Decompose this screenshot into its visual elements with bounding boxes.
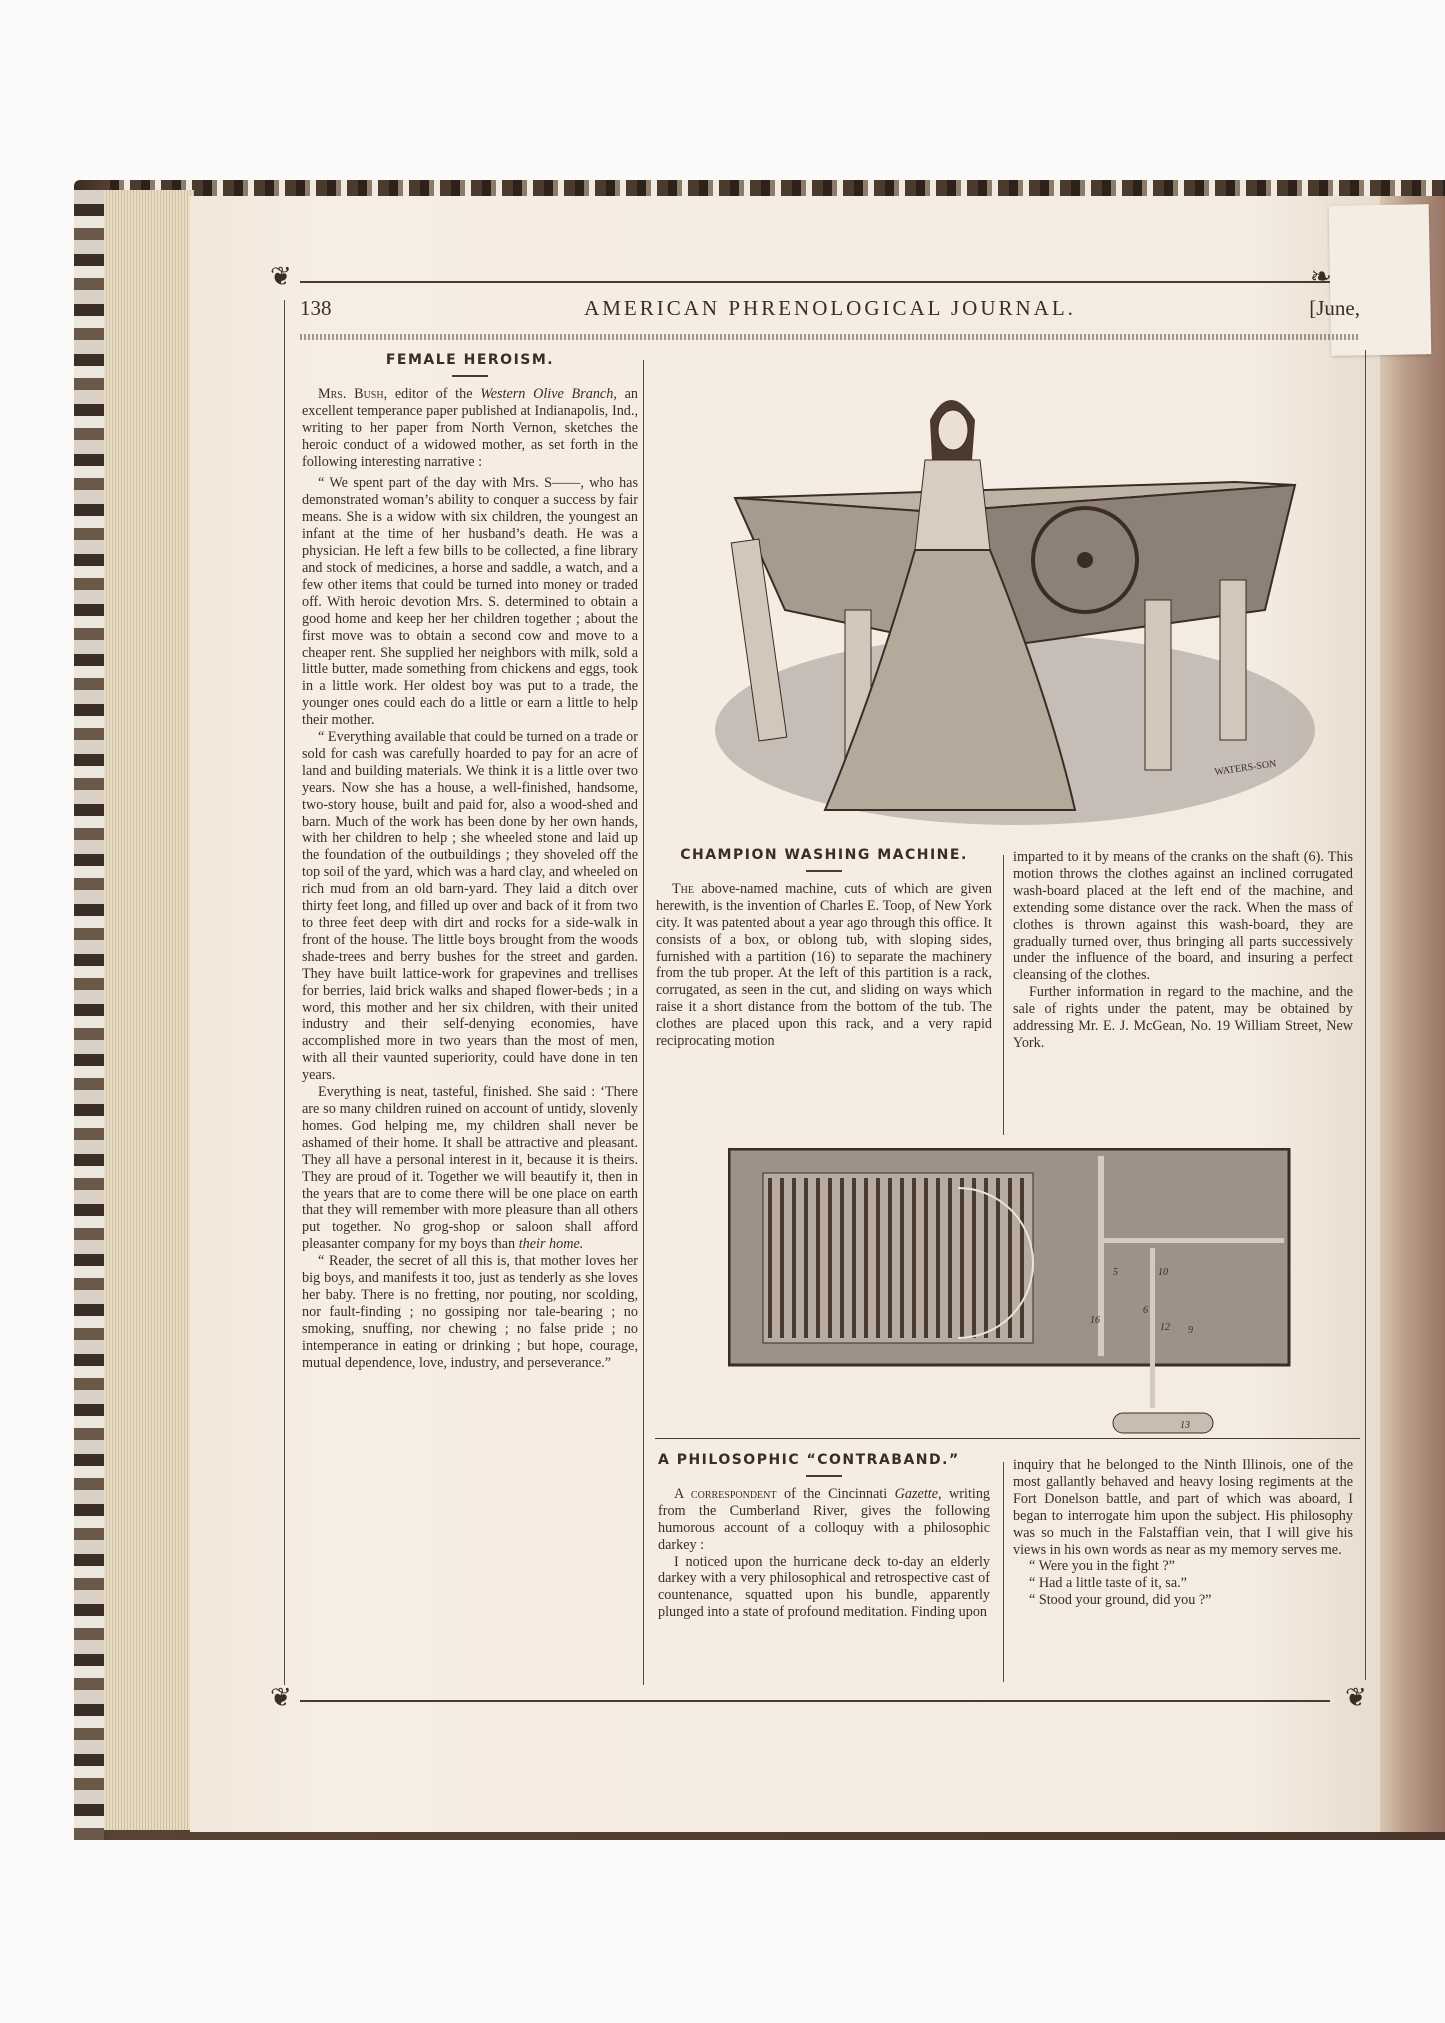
lead-in: A correspondent	[674, 1485, 777, 1502]
article-title: FEMALE HEROISM.	[385, 352, 555, 368]
rack-slat	[1020, 1178, 1024, 1338]
lead-in: The	[672, 880, 694, 897]
facing-page-edge	[1380, 196, 1445, 1832]
dialogue-line: “ Were you in the fight ?”	[1029, 1558, 1175, 1575]
rack-slat	[948, 1178, 952, 1338]
column-divider	[643, 360, 644, 1685]
rack-slat	[792, 1178, 796, 1338]
rack-slat	[924, 1178, 928, 1338]
top-border-rule	[300, 281, 1330, 283]
rack-slat	[888, 1178, 892, 1338]
title-dash	[806, 870, 842, 872]
rack-slat	[936, 1178, 940, 1338]
rack-slat	[804, 1178, 808, 1338]
svg-text:16: 16	[1090, 1315, 1100, 1326]
page-stack-edge	[104, 190, 194, 1830]
title-dash	[806, 1475, 842, 1477]
paragraph	[302, 1084, 638, 1253]
rack-slat	[984, 1178, 988, 1338]
article-contraband-continued	[1013, 1457, 1353, 1609]
rack-slat	[768, 1178, 772, 1338]
paragraph: “ Everything available that could be turned on a trade or sold for cash was carefully hoarded to pay for an acre of land and building materials. We think it is a little over two years. Now she has a house, a well-finished, handsome, two-story house, built and paid for, also a wood-shed and barn. Much of the work has been done by her own hands, with her children to help ; she wheeled stone and laid up the foundation of the outbuildings ; they shoveled off the top soil of the yard, which was a hard clay, and wheeled on rich mud from an old barn-yard. They laid a ditch over thirty feet long, and filled up over and back of it from two to three feet deep with dirt and rocks for a side-walk in front of the house. The little boys brought from the woods shade-trees and berry bushes for the street and garden. They have built lattice-work for grapevines and trellises for berries, laid brick walks and shaped flower-beds ; in a word, this mother and her six children, with their united industry and their self-denying economies, have accomplished more in two years than the most of men, with all their vaunted superiority, could have done in ten years.	[302, 729, 638, 1084]
svg-text:12: 12	[1160, 1322, 1170, 1333]
paragraph: inquiry that he belonged to the Ninth Illinois, one of the most gallantly behaved and heavy losing regiments at the Fort Donelson battle, and part of which was aboard, I began to interrogate him upon the subject. His philosophy was so much in the Falstaffian vein, that I will give his views in his own words as near as my memory serves me.	[1013, 1457, 1353, 1558]
rack-slat	[972, 1178, 976, 1338]
paragraph: I noticed upon the hurricane deck to-day an elderly darkey with a very philosophical and retrospective cast of countenance, squatted upon his bundle, apparently plunged into a state of profound meditation. Finding upon	[658, 1553, 990, 1621]
paragraph	[302, 386, 638, 471]
rack-slat	[900, 1178, 904, 1338]
paragraph	[658, 1486, 990, 1554]
paragraph: imparted to it by means of the cranks on the shaft (6). This motion throws the clothes against an inclined corrugated wash-board placed at the left end of the machine, and extending some distance over the rack. When the mass of clothes is thrown against this wash-board, they are gradually turned over, thus bringing all parts successively under the influence of the board, and insuring a perfect cleansing of the clothes.	[1013, 849, 1353, 984]
emphasis: their home.	[518, 1236, 584, 1253]
svg-text:9: 9	[1188, 1325, 1193, 1336]
paragraph: “ We spent part of the day with Mrs. S——, who has demonstrated woman’s ability to conquer a success by fair means. She is a widow with six children, the youngest an infant at the time of her husband’s death. He was a physician. He left a few bills to be collected, a fine library and stock of medicines, a horse and saddle, a watch, and a few other items that could be turned into money or traded off. With heroic devotion Mrs. S. determined to obtain a good home and keep her her children together ; about the first move was to obtain a second cow and move to a cheaper rent. She supplied her neighbors with milk, sold a little butter, made something from chickens and eggs, took in a little work. Her oldest boy was put to a trade, the younger ones could each do a little or earn a little to help their mother.	[302, 475, 638, 729]
column-divider	[1003, 1462, 1004, 1682]
article-philosophic-contraband	[658, 1452, 990, 1621]
rack-slat	[864, 1178, 868, 1338]
article-title: A PHILOSOPHIC “CONTRABAND.”	[658, 1452, 960, 1468]
article-title: CHAMPION WASHING MACHINE.	[680, 847, 968, 863]
column-divider	[1003, 855, 1004, 1135]
svg-text:5: 5	[1113, 1267, 1118, 1278]
washing-machine-engraving	[695, 350, 1320, 840]
right-border-rule	[1365, 350, 1366, 1680]
title-dash	[452, 375, 488, 377]
left-border-rule	[284, 300, 285, 1685]
paragraph: “ Reader, the secret of all this is, that mother loves her big boys, and manifests it too, just as tenderly as she loves her baby. There is no fretting, nor pouting, nor scolding, nor fault-finding ; no gossiping nor tale-bearing ; no smoking, snuffing, nor chewing ; no false pride ; no intemperance in eating or drinking ; but hope, courage, mutual dependence, love, industry, and perseverance.”	[302, 1253, 638, 1371]
article-champion-washing-machine	[656, 847, 992, 1050]
leg	[1220, 580, 1246, 740]
woman-bodice	[915, 460, 990, 550]
text: Everything is neat, tasteful, finished. She said : ‘There are so many children ruined on account of untidy, slovenly homes. God helping me, my children shall never be ashamed of their home. It shall be attractive and pleasant. They all have a personal interest in it, because it is theirs. They are proud of it. Together we will beautify it, then in the years that are to come there will be one place on earth that they will remember with more pleasure than all others put together. No grog-shop or saloon shall afford pleasanter company for my boys than	[302, 1084, 638, 1253]
header-wavy-rule	[300, 334, 1360, 340]
dialogue-line: “ Had a little taste of it, sa.”	[1029, 1575, 1187, 1592]
rack-slat	[780, 1178, 784, 1338]
text: , editor of the	[383, 385, 481, 402]
issue-month: [June,	[1309, 296, 1360, 320]
svg-text:13: 13	[1180, 1420, 1190, 1431]
corner-ornament-icon: ❧	[1310, 262, 1332, 291]
svg-text:10: 10	[1158, 1267, 1168, 1278]
marbled-edge-left	[74, 190, 104, 1840]
paragraph: Further information in regard to the machine, and the sale of rights under the patent, may be obtained by addressing Mr. E. J. McGean, No. 19 William Street, New York.	[1013, 984, 1353, 1051]
corner-ornament-icon: ❦	[1345, 1683, 1367, 1712]
rack-slat	[840, 1178, 844, 1338]
article-champion-continued	[1013, 849, 1353, 1052]
section-rule	[655, 1438, 1360, 1439]
rack-slat	[912, 1178, 916, 1338]
corner-ornament-icon: ❦	[270, 1683, 292, 1712]
rack-slat	[852, 1178, 856, 1338]
dialogue-line: “ Stood your ground, did you ?”	[1029, 1592, 1212, 1609]
svg-text:6: 6	[1143, 1305, 1148, 1316]
text: of the Cincinnati	[776, 1485, 895, 1502]
paragraph	[656, 881, 992, 1050]
machine-plan-diagram	[728, 1148, 1293, 1438]
text: , an excellent temperance paper published at Indianapolis, Ind., writing to her paper from North Vernon, sketches the heroic conduct of a widowed mother, as set forth in the following interesting narrative :	[302, 385, 638, 470]
engraver-signature: WATERS-SON	[1213, 758, 1278, 778]
page-number: 138	[300, 296, 332, 320]
rack-slat	[816, 1178, 820, 1338]
rack-slat	[960, 1178, 964, 1338]
corner-ornament-icon: ❦	[270, 262, 292, 291]
text: , writing from the Cumberland River, gives the following humorous account of a colloquy with a philosophic darkey :	[658, 1485, 991, 1553]
journal-title: AMERICAN PHRENOLOGICAL JOURNAL.	[584, 296, 1076, 320]
rack-slat	[876, 1178, 880, 1338]
bottom-border-rule	[300, 1700, 1330, 1702]
rack-slat	[1008, 1178, 1012, 1338]
running-header	[300, 296, 1360, 326]
leg	[1145, 600, 1171, 770]
rack-slat	[996, 1178, 1000, 1338]
newspaper-name: Gazette	[894, 1485, 939, 1502]
lead-in: Mrs. Bush	[318, 385, 384, 402]
rack-slat	[828, 1178, 832, 1338]
article-female-heroism	[302, 352, 638, 1371]
text: above-named machine, cuts of which are given herewith, is the invention of Charles E. Toop, of New York city. It was patented about a year ago through this office. It consists of a box, or oblong tub, with sloping sides, furnished with a partition (16) to separate the machinery from the tub proper. At the left of this partition is a rack, corrugated, as seen in the cut, and sliding on ways which raise it a short distance from the bottom of the tub. The clothes are placed upon this rack, and a very rapid reciprocating motion	[656, 880, 992, 1050]
newspaper-name: Western Olive Branch	[480, 385, 614, 402]
